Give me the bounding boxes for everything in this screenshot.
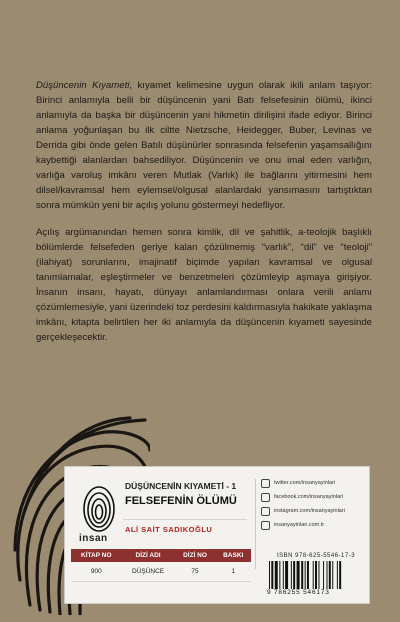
- social-links: [261, 477, 365, 533]
- book-title: FELSEFENİN ÖLÜMÜ: [125, 495, 237, 507]
- book-info-card: [64, 466, 370, 604]
- facebook-icon: [261, 493, 270, 502]
- blurb-paragraph-1-text: , kıyamet kelimesine uygun olarak ikili anlam taşıyor: Birinci anlamıyla belli bir düşüncenin yani Batı felsefesinin ölümü, ikinci anlamıyla da başka bir düşüncenin yani hikmetin dirilişini ifade ediyor. Birinci anlama yoğunlaşan bu ilk ciltte Nietzsche, Heidegger, Buber, Levinas ve Derrida gibi önde gelen Batılı düşünürler sonrasında felsefenin yaşamsallığını kaybettiği alanlardan bahsediliyor. Düşüncenin ve onu imal eden varlığın, varlığa varoluş imkânı veren Mutlak (Varlık) ile bağlarını yitirmesini hem dilsel/kavramsal hem eylemsel/olgusal alanlardaki yansımasını tartıştıktan sonra mümkün yeni bir açılış yolunu göstermeyi hedefliyor.: [36, 80, 372, 211]
- book-meta-table: [71, 549, 251, 582]
- header-dizi-no: DİZİ NO: [175, 549, 216, 562]
- facebook-link: facebook.com/insanyayinlari: [274, 494, 344, 500]
- table-header-row: [71, 549, 251, 562]
- value-baski: 1: [215, 562, 251, 582]
- instagram-icon: [261, 507, 270, 516]
- blurb-paragraph-1: [36, 78, 372, 213]
- header-baski: BASKI: [215, 549, 251, 562]
- card-divider: [255, 479, 256, 569]
- social-row-twitter: [261, 477, 365, 489]
- social-row-facebook: [261, 491, 365, 503]
- value-kitap-no: 900: [71, 562, 122, 582]
- twitter-link: twitter.com/insanyayinlari: [274, 480, 336, 486]
- barcode-graphic: [269, 561, 363, 589]
- isbn-label: ISBN 978-625-5546-17-3: [277, 553, 356, 559]
- book-title-italic: Düşüncenin Kıyameti: [36, 80, 130, 91]
- instagram-link: instagram.com/insanyayinlari: [274, 508, 345, 514]
- web-link: insanyayinlari.com.tr: [274, 522, 325, 528]
- header-kitap-no: KİTAP NO: [71, 549, 122, 562]
- barcode-digits: 9 786255 546173: [267, 589, 330, 596]
- social-row-web: [261, 519, 365, 531]
- value-dizi-adi: DÜŞÜNCE: [122, 562, 175, 582]
- blurb: [36, 78, 372, 357]
- twitter-icon: [261, 479, 270, 488]
- author-name: ALİ SAİT SADIKOĞLU: [125, 525, 213, 534]
- web-icon: [261, 521, 270, 530]
- series-title: DÜŞÜNCENİN KIYAMETİ - 1: [125, 481, 237, 491]
- value-dizi-no: 75: [175, 562, 216, 582]
- publisher-logo-text: insan: [79, 533, 108, 544]
- blurb-paragraph-2: Açılış argümanından hemen sonra kimlik, dil ve şahitlik, a-teolojik başlıklı bölümlerde felsefeden geriye kalan çözülmemiş “varlık”, “dil” ve “teoloji” (ilahiyat) sorunlarını, imajinatif biçimde yapılan kavramsal ve olgusal tanımlamalar, eşleştirmeler ve benzetmeleri çözümleyip aşmaya girişiyor. İnsanın insanı, hayatı, dünyayı anlamlandırması onlara verili anlamı çözümlemesiyle, yani üzerindeki toz perdesini kaldırmasıyla hakikate yaklaşma imkânı, kitapta belirtilen her iki anlamıyla da düşüncenin kıyameti sayesinde gerçekleşecektir.: [36, 227, 372, 343]
- table-row: [71, 562, 251, 582]
- divider: [123, 519, 247, 520]
- fingerprint-logo-icon: [81, 481, 117, 539]
- social-row-instagram: [261, 505, 365, 517]
- header-dizi-adi: DİZİ ADI: [122, 549, 175, 562]
